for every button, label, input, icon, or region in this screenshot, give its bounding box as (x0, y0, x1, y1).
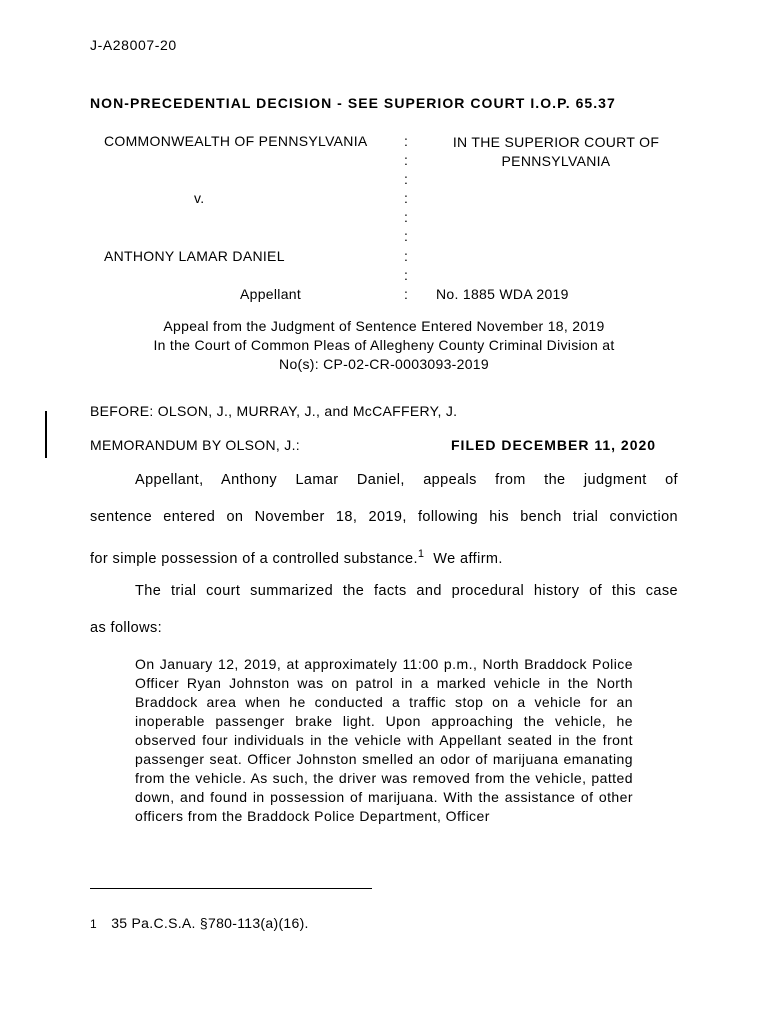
summary-paragraph: The trial court summarized the facts and procedural history of this case as follows: (90, 583, 678, 636)
docket-number: No. 1885 WDA 2019 (436, 286, 569, 302)
footnote-divider (90, 888, 372, 889)
appellant-role: Appellant (240, 286, 302, 302)
versus-label: v. (194, 190, 205, 206)
opening-paragraph: Appellant, Anthony Lamar Daniel, appeals from the judgment of sentence entered on November 18, 2019, following his bench trial conviction for simple possession of a controlled substance.$^1$ We affirm. (90, 472, 678, 567)
footnote-reference: 1 (417, 548, 425, 560)
non-precedential-banner: NON-PRECEDENTIAL DECISION - SEE SUPERIOR COURT I.O.P. 65.37 (90, 95, 616, 111)
plaintiff-name: COMMONWEALTH OF PENNSYLVANIA (104, 133, 368, 149)
document-id: J-A28007-20 (90, 37, 177, 53)
court-name: IN THE SUPERIOR COURT OF PENNSYLVANIA (452, 134, 660, 169)
defendant-name: ANTHONY LAMAR DANIEL (104, 248, 285, 264)
filed-date: FILED DECEMBER 11, 2020 (451, 437, 657, 453)
footnote-number: 1 (90, 917, 97, 931)
appeal-info: Appeal from the Judgment of Sentence Entered November 18, 2019 In the Court of Common Pleas of Allegheny County Criminal Division at No(s): CP-02-CR-0003093-2019 (153, 318, 615, 372)
memorandum-author: MEMORANDUM BY OLSON, J.: (90, 437, 300, 453)
footnote (90, 915, 309, 931)
footnote-text: 35 Pa.C.S.A. §780-113(a)(16). (111, 915, 309, 931)
revision-bar (45, 411, 47, 458)
panel-judges: BEFORE: OLSON, J., MURRAY, J., and McCAFFERY, J. (90, 403, 458, 419)
block-quote: On January 12, 2019, at approximately 11:00 p.m., North Braddock Police Officer Ryan Johnston was on patrol in a marked vehicle in the North Braddock area when he conducted a traffic stop on a vehicle for an inoperable passenger brake light. Upon approaching the vehicle, he observed four individuals in the vehicle with Appellant seated in the front passenger seat. Officer Johnston smelled an odor of marijuana emanating from the vehicle. As such, the driver was removed from the vehicle, patted down, and found in possession of marijuana. With the assistance of other officers from the Braddock Police Department, Officer (135, 656, 633, 824)
